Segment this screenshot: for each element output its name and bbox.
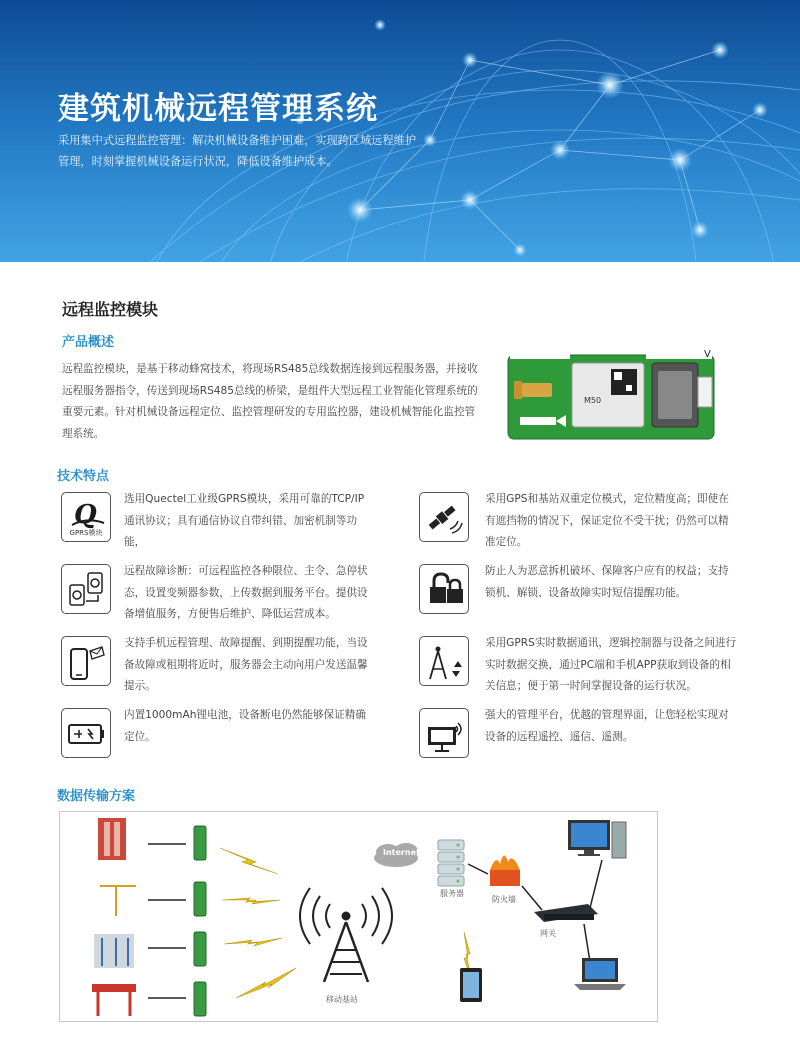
firewall-icon <box>490 855 520 886</box>
lock-icon <box>419 564 469 614</box>
board-corner-label: V <box>704 349 711 360</box>
port-crane-icon <box>94 934 134 968</box>
feature-text-3: 远程故障诊断：可远程监控各种限位、主令、急停状态，设置变频器参数，上传数据到服务平台。提供设备增值服务，方便售后维护、降低运营成本。 <box>124 565 368 620</box>
quectel-logo-icon <box>61 492 111 542</box>
gateway-switch-icon <box>534 904 598 922</box>
overview-heading: 产品概述 <box>62 335 115 350</box>
desktop-pc-icon <box>568 820 626 858</box>
phone-message-icon <box>61 636 111 686</box>
satellite-icon <box>419 492 469 542</box>
construction-machine-icon <box>98 818 126 860</box>
server-label: 服务器 <box>440 889 464 898</box>
feature-text-2: 采用GPS和基站双重定位模式，定位精度高；即使在有遮挡物的情况下，保证定位不受干扰；仍然可以精准定位。 <box>485 493 729 548</box>
feature-text-8: 强大的管理平台，优越的管理界面，让您轻松实现对设备的远程遥控、遥信、遥测。 <box>485 709 729 743</box>
feature-text-1: 选用Quectel工业级GPRS模块，采用可靠的TCP/IP通讯协议；具有通信协议自带纠错、加密机制等功能， <box>124 493 365 548</box>
banner-title: 建筑机械远程管理系统 <box>58 91 378 127</box>
features-heading: 技术特点 <box>57 469 110 484</box>
firewall-label: 防火墙 <box>492 895 516 904</box>
feature-text-6: 采用GPRS实时数据通讯，逻辑控制器与设备之间进行实时数据交换，通过PC端和手机APP获取到设备的相关信息；便于第一时间掌握设备的运行状况。 <box>485 637 737 692</box>
transmission-diagram <box>59 811 658 1022</box>
header-banner <box>0 0 800 262</box>
section-title: 远程监控模块 <box>62 300 159 319</box>
base-station-tower <box>300 888 392 982</box>
feature-text-4: 防止人为恶意拆机破坏、保障客户应有的权益；支持锁机、解锁、设备故障实时短信提醒功能。 <box>485 565 729 599</box>
chip-label: M50 <box>584 396 602 405</box>
svg-text:Q: Q <box>74 500 97 530</box>
gateway-label: 网关 <box>540 929 556 938</box>
feature-text-5: 支持手机远程管理、故障提醒、到期提醒功能，当设备故障或租期将近时，服务器会主动向用户发送温馨提示。 <box>124 637 368 692</box>
banner-subtitle: 采用集中式远程监控管理：解决机械设备维护困难，实现跨区域远程维护管理，时刻掌握机械设备运行状况，降低设备维护成本。 <box>58 134 417 168</box>
diagram-heading: 数据传输方案 <box>57 789 136 804</box>
module-board-image <box>506 345 718 443</box>
gprs-module-label: GPRS模块 <box>69 529 103 537</box>
feature-text-7: 内置1000mAh锂电池，设备断电仍然能够保证精确定位。 <box>124 709 366 743</box>
tower-crane-icon <box>96 882 140 922</box>
internet-label: Internet <box>383 848 420 857</box>
base-station-label: 移动基站 <box>326 995 358 1004</box>
server-icon <box>438 840 464 886</box>
antenna-tower-icon <box>419 636 469 686</box>
battery-icon <box>61 708 111 758</box>
gantry-crane-icon <box>92 984 136 1016</box>
overview-text: 远程监控模块，是基于移动蜂窝技术，将现场RS485总线数据连接到远程服务器，并接收远程服务器指令，传送到现场RS485总线的桥梁，是组件大型远程工业智能化管理系统的重要元素。针对机械设备远程定位、监控管理研发的专用监控器，建设机械智能化监控管理系统。 <box>62 363 478 440</box>
tablet-icon <box>460 968 482 1002</box>
diagnosis-icon <box>61 564 111 614</box>
laptop-icon <box>574 958 626 990</box>
monitor-signal-icon <box>419 708 469 758</box>
